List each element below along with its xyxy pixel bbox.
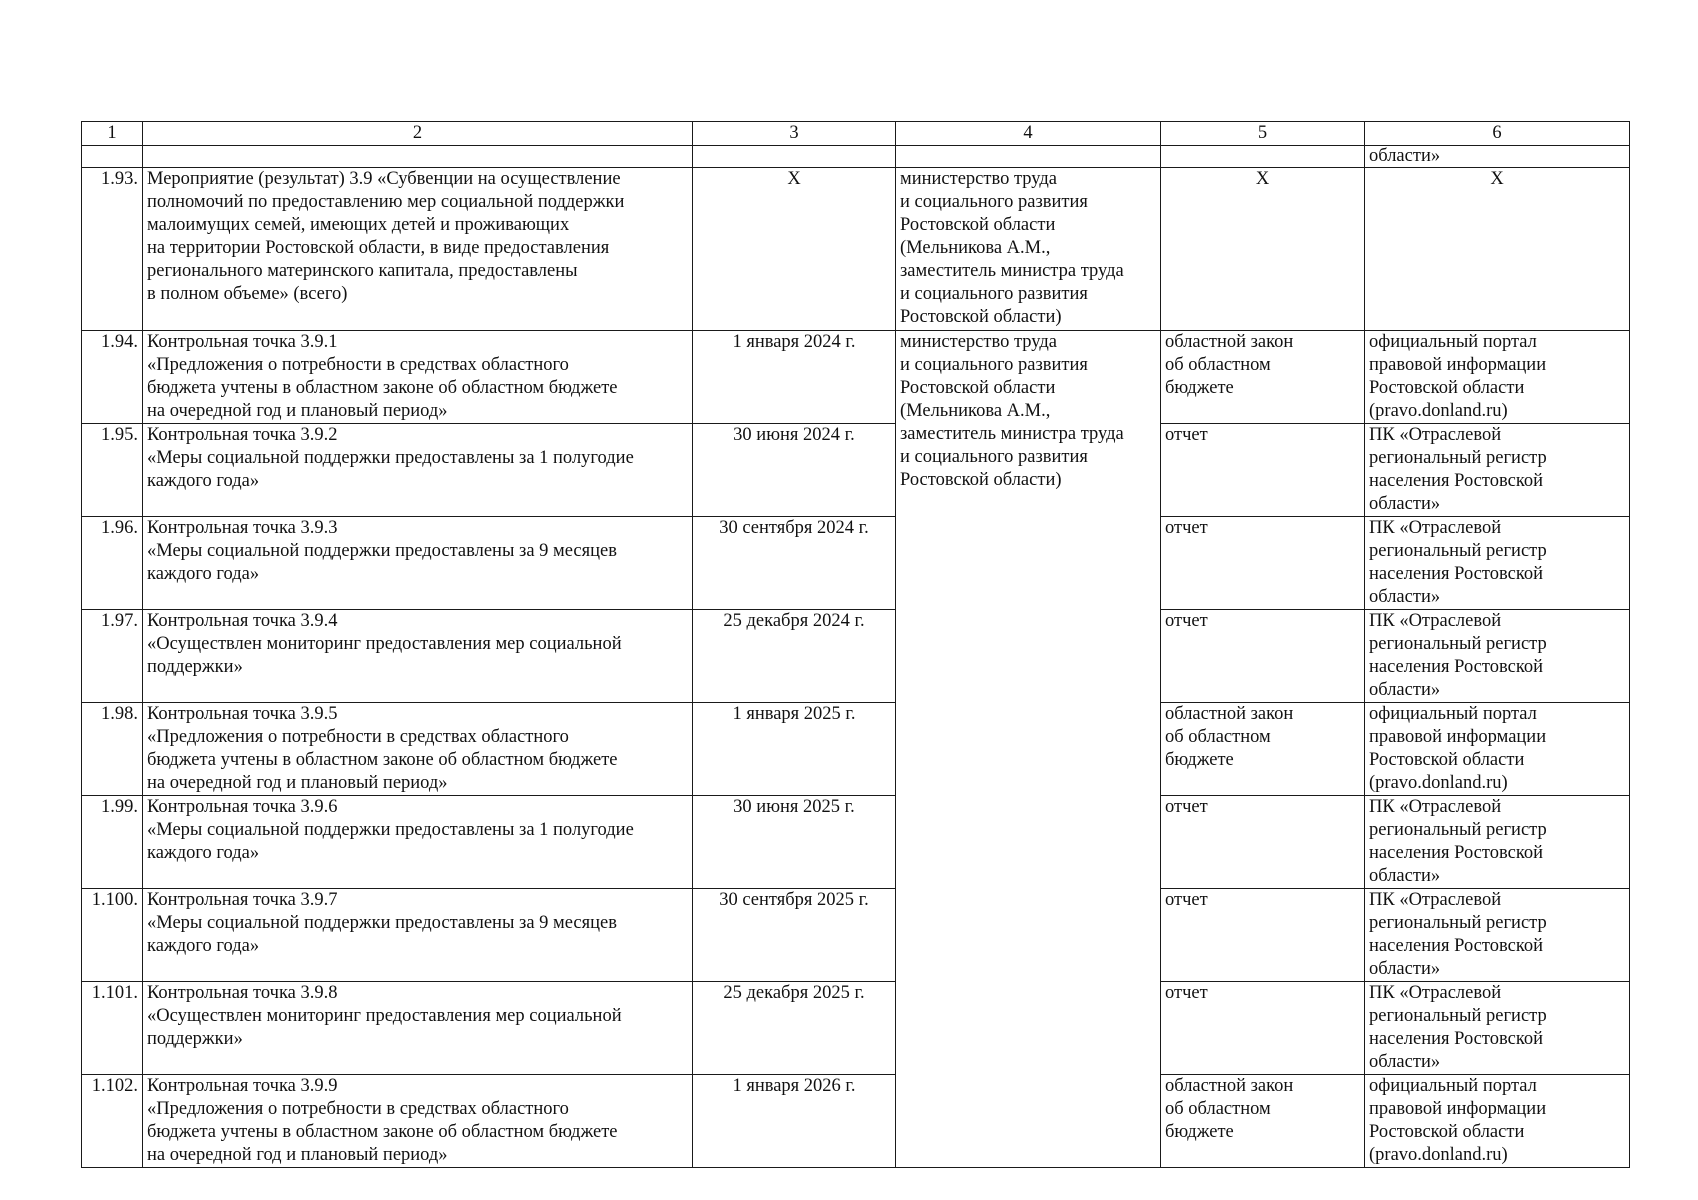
table-row — [82, 610, 1630, 703]
row-description-line: на очередной год и плановый период» — [147, 773, 448, 793]
row-number: 1.101. — [82, 982, 143, 1075]
row-description-line: Контрольная точка 3.9.5 — [147, 704, 338, 724]
plan-table — [81, 121, 1630, 1168]
row-source-line: ПК «Отраслевой — [1369, 797, 1502, 817]
row-description-line: «Предложения о потребности в средствах областного — [147, 355, 569, 375]
row-source-line: области» — [1369, 1052, 1441, 1072]
row-responsible-merged-line: (Мельникова А.М., — [900, 401, 1051, 421]
row-responsible-line: заместитель министра труда — [900, 261, 1124, 281]
row-source — [1365, 796, 1630, 889]
row-source-line: области» — [1369, 959, 1441, 979]
row-source-line: Ростовской области — [1369, 1122, 1525, 1142]
table-row — [82, 982, 1630, 1075]
row-source-line: региональный регистр — [1369, 1006, 1547, 1026]
row-description-line: полномочий по предоставлению мер социальной поддержки — [147, 192, 625, 212]
row-description-line: «Предложения о потребности в средствах областного — [147, 1099, 569, 1119]
row-source — [1365, 982, 1630, 1075]
row-document-type-line: отчет — [1165, 797, 1208, 817]
row-description-line: Контрольная точка 3.9.9 — [147, 1076, 338, 1096]
row-description-line: в полном объеме» (всего) — [147, 284, 348, 304]
document-page — [81, 121, 1629, 1168]
row-description — [143, 424, 693, 517]
row-number: 1.100. — [82, 889, 143, 982]
row-document-type-line: областной закон — [1165, 332, 1294, 352]
row-source-line: населения Ростовской — [1369, 564, 1544, 584]
row-description-line: бюджета учтены в областном законе об областном бюджете — [147, 1122, 618, 1142]
row-description — [143, 796, 693, 889]
row-description-line: «Осуществлен мониторинг предоставления мер социальной — [147, 634, 622, 654]
row-source — [1365, 517, 1630, 610]
row-description — [143, 982, 693, 1075]
row-document-type-line: отчет — [1165, 425, 1208, 445]
row-source — [1365, 331, 1630, 424]
row-number: 1.98. — [82, 703, 143, 796]
header-row — [82, 122, 1630, 146]
row-document-type — [1161, 1075, 1365, 1168]
row-document-type-line: отчет — [1165, 890, 1208, 910]
row-document-type-line: отчет — [1165, 611, 1208, 631]
row-source-line: области» — [1369, 587, 1441, 607]
row-source-line: области» — [1369, 494, 1441, 514]
row-number: 1.96. — [82, 517, 143, 610]
row-date: 30 июня 2025 г. — [693, 796, 896, 889]
header-col-5: 5 — [1161, 122, 1365, 146]
row-number: 1.93. — [82, 168, 143, 331]
row-document-type-line: отчет — [1165, 518, 1208, 538]
row-source-line: ПК «Отраслевой — [1369, 611, 1502, 631]
row-description-line: Контрольная точка 3.9.7 — [147, 890, 338, 910]
row-source-line: правовой информации — [1369, 355, 1547, 375]
row-date: 30 сентября 2024 г. — [693, 517, 896, 610]
row-document-type-line: об областном — [1165, 727, 1271, 747]
table-row — [82, 1075, 1630, 1168]
row-description-line: Мероприятие (результат) 3.9 «Субвенции на осуществление — [147, 169, 621, 189]
row-responsible-merged-line: Ростовской области — [900, 378, 1056, 398]
row-description-line: Контрольная точка 3.9.1 — [147, 332, 338, 352]
row-document-type — [1161, 796, 1365, 889]
row-responsible — [896, 168, 1161, 331]
row-source — [1365, 1075, 1630, 1168]
row-responsible-merged-line: заместитель министра труда — [900, 424, 1124, 444]
row-responsible-line: и социального развития — [900, 284, 1088, 304]
row-source-line: официальный портал — [1369, 332, 1537, 352]
table-row — [82, 889, 1630, 982]
header-col-3: 3 — [693, 122, 896, 146]
row-source-line: (pravo.donland.ru) — [1369, 773, 1508, 793]
row-description-line: «Меры социальной поддержки предоставлены за 1 полугодие — [147, 820, 634, 840]
row-source-line: населения Ростовской — [1369, 843, 1544, 863]
row-description-line: на очередной год и плановый период» — [147, 1145, 448, 1165]
row-source-line: региональный регистр — [1369, 541, 1547, 561]
row-description-line: «Меры социальной поддержки предоставлены за 9 месяцев — [147, 541, 617, 561]
row-description-line: Контрольная точка 3.9.3 — [147, 518, 338, 538]
row-document-type — [1161, 703, 1365, 796]
continuation-cell-1 — [82, 146, 143, 168]
row-description — [143, 517, 693, 610]
row-description-line: Контрольная точка 3.9.4 — [147, 611, 338, 631]
row-source-line: области» — [1369, 866, 1441, 886]
header-col-1: 1 — [82, 122, 143, 146]
row-responsible-merged-line: и социального развития — [900, 355, 1088, 375]
header-col-6: 6 — [1365, 122, 1630, 146]
row-date: 30 июня 2024 г. — [693, 424, 896, 517]
row-source-line: населения Ростовской — [1369, 657, 1544, 677]
row-source — [1365, 889, 1630, 982]
row-date: 30 сентября 2025 г. — [693, 889, 896, 982]
row-document-type — [1161, 610, 1365, 703]
row-responsible-merged-line: министерство труда — [900, 332, 1057, 352]
row-description — [143, 168, 693, 331]
row-responsible-line: Ростовской области — [900, 215, 1056, 235]
row-source — [1365, 703, 1630, 796]
row-source-line: ПК «Отраслевой — [1369, 425, 1502, 445]
row-responsible-merged-line: Ростовской области) — [900, 470, 1062, 490]
row-description — [143, 610, 693, 703]
continuation-cell-4 — [896, 146, 1161, 168]
table-body — [82, 122, 1630, 1168]
row-description — [143, 703, 693, 796]
row-description-line: «Меры социальной поддержки предоставлены за 1 полугодие — [147, 448, 634, 468]
row-document-type-line: об областном — [1165, 1099, 1271, 1119]
row-description-line: каждого года» — [147, 936, 260, 956]
row-description-line: Контрольная точка 3.9.8 — [147, 983, 338, 1003]
row-date: Х — [693, 168, 896, 331]
row-description — [143, 889, 693, 982]
row-document-type — [1161, 424, 1365, 517]
row-description-line: поддержки» — [147, 657, 243, 677]
table-row — [82, 331, 1630, 424]
row-description-line: каждого года» — [147, 843, 260, 863]
header-col-2: 2 — [143, 122, 693, 146]
row-date: 25 декабря 2024 г. — [693, 610, 896, 703]
row-source-line: региональный регистр — [1369, 820, 1547, 840]
row-description-line: бюджета учтены в областном законе об областном бюджете — [147, 378, 618, 398]
row-source-line: официальный портал — [1369, 1076, 1537, 1096]
row-source-line: населения Ростовской — [1369, 936, 1544, 956]
row-responsible-line: (Мельникова А.М., — [900, 238, 1051, 258]
row-source-line: правовой информации — [1369, 1099, 1547, 1119]
row-source-line: (pravo.donland.ru) — [1369, 401, 1508, 421]
row-description-line: каждого года» — [147, 471, 260, 491]
row-description-line: «Предложения о потребности в средствах областного — [147, 727, 569, 747]
continuation-cell-2 — [143, 146, 693, 168]
row-source-line: региональный регистр — [1369, 634, 1547, 654]
row-description-line: на очередной год и плановый период» — [147, 401, 448, 421]
row-document-type: Х — [1161, 168, 1365, 331]
row-description-line: «Меры социальной поддержки предоставлены за 9 месяцев — [147, 913, 617, 933]
row-source-line: (pravo.donland.ru) — [1369, 1145, 1508, 1165]
continuation-row — [82, 146, 1630, 168]
row-description-line: регионального материнского капитала, предоставлены — [147, 261, 578, 281]
row-document-type — [1161, 331, 1365, 424]
row-description-line: каждого года» — [147, 564, 260, 584]
row-document-type-line: областной закон — [1165, 704, 1294, 724]
row-source-line: ПК «Отраслевой — [1369, 890, 1502, 910]
row-document-type — [1161, 982, 1365, 1075]
row-responsible-merged — [896, 331, 1161, 1168]
row-description-line: Контрольная точка 3.9.2 — [147, 425, 338, 445]
row-number: 1.102. — [82, 1075, 143, 1168]
row-number: 1.95. — [82, 424, 143, 517]
row-source-line: правовой информации — [1369, 727, 1547, 747]
table-row — [82, 517, 1630, 610]
row-source-line: населения Ростовской — [1369, 471, 1544, 491]
row-document-type — [1161, 889, 1365, 982]
row-source: Х — [1365, 168, 1630, 331]
row-source-line: Ростовской области — [1369, 750, 1525, 770]
row-document-type-line: бюджете — [1165, 1122, 1234, 1142]
continuation-cell-3 — [693, 146, 896, 168]
row-description-line: «Осуществлен мониторинг предоставления мер социальной — [147, 1006, 622, 1026]
row-document-type — [1161, 517, 1365, 610]
row-source — [1365, 610, 1630, 703]
table-row — [82, 703, 1630, 796]
row-source-line: региональный регистр — [1369, 448, 1547, 468]
row-document-type-line: бюджете — [1165, 378, 1234, 398]
row-description-line: малоимущих семей, имеющих детей и проживающих — [147, 215, 570, 235]
table-row-1-93 — [82, 168, 1630, 331]
row-date: 25 декабря 2025 г. — [693, 982, 896, 1075]
continuation-cell-5 — [1161, 146, 1365, 168]
row-number: 1.94. — [82, 331, 143, 424]
row-date: 1 января 2026 г. — [693, 1075, 896, 1168]
row-responsible-line: министерство труда — [900, 169, 1057, 189]
row-description-line: поддержки» — [147, 1029, 243, 1049]
row-source-line: населения Ростовской — [1369, 1029, 1544, 1049]
row-number: 1.99. — [82, 796, 143, 889]
table-row — [82, 424, 1630, 517]
row-responsible-line: Ростовской области) — [900, 307, 1062, 327]
row-responsible-merged-line: и социального развития — [900, 447, 1088, 467]
row-date: 1 января 2025 г. — [693, 703, 896, 796]
row-source-line: ПК «Отраслевой — [1369, 518, 1502, 538]
row-description-line: на территории Ростовской области, в виде предоставления — [147, 238, 610, 258]
row-document-type-line: отчет — [1165, 983, 1208, 1003]
row-source-line: региональный регистр — [1369, 913, 1547, 933]
row-number: 1.97. — [82, 610, 143, 703]
row-source — [1365, 424, 1630, 517]
row-date: 1 января 2024 г. — [693, 331, 896, 424]
row-description — [143, 331, 693, 424]
row-source-line: Ростовской области — [1369, 378, 1525, 398]
row-document-type-line: об областном — [1165, 355, 1271, 375]
row-document-type-line: областной закон — [1165, 1076, 1294, 1096]
table-row — [82, 796, 1630, 889]
row-description — [143, 1075, 693, 1168]
continuation-source: области» — [1365, 146, 1630, 168]
row-source-line: области» — [1369, 680, 1441, 700]
row-document-type-line: бюджете — [1165, 750, 1234, 770]
row-description-line: бюджета учтены в областном законе об областном бюджете — [147, 750, 618, 770]
row-source-line: ПК «Отраслевой — [1369, 983, 1502, 1003]
header-col-4: 4 — [896, 122, 1161, 146]
row-description-line: Контрольная точка 3.9.6 — [147, 797, 338, 817]
row-source-line: официальный портал — [1369, 704, 1537, 724]
row-responsible-line: и социального развития — [900, 192, 1088, 212]
